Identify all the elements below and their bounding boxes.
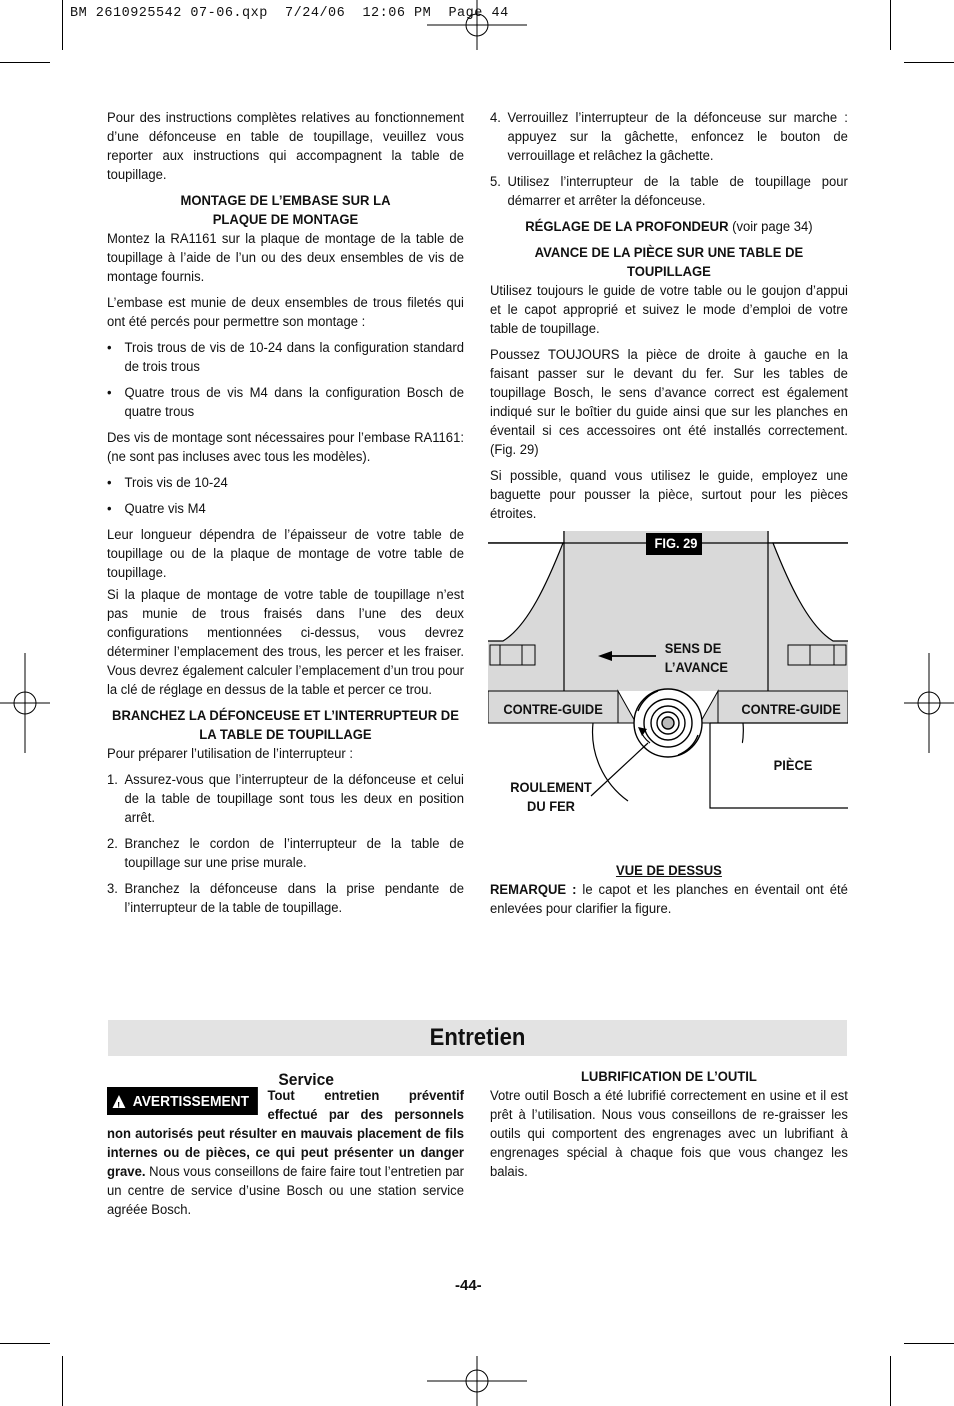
list-item: • Quatre trous de vis M4 dans la configuration Bosch de quatre trous (107, 385, 464, 420)
heading-connect-line1: BRANCHEZ LA DÉFONCEUSE ET L’INTERRUPTEUR DE (112, 708, 459, 724)
service-section (107, 1070, 464, 1227)
bearing-label: ROULEMENT DU FER (510, 779, 592, 814)
heading-embase-line2: PLAQUE DE MONTAGE (212, 212, 359, 228)
switch-steps-list (107, 771, 464, 918)
lubrication-section (490, 1068, 848, 1189)
left-column (107, 109, 464, 925)
fence-label-right: CONTRE-GUIDE (741, 701, 841, 717)
page-number: -44- (455, 1277, 482, 1294)
list-item: 5. Utilisez l’interrupteur de la table de toupillage pour démarrer et arrêter la défonceuse. (490, 174, 848, 209)
paragraph-length: Leur longueur dépendra de l’épaisseur de votre table de toupillage ou de la plaque de montage de votre table de toupillage. (107, 527, 464, 581)
list-item: 1. Assurez-vous que l’interrupteur de la défonceuse et celui de la table de toupillage sont tous les deux en position arrêt. (107, 772, 464, 826)
paragraph-guide: Utilisez toujours le guide de votre table ou le goujon d’appui et le capot approprié et suivez le mode d’emploi de votre table de toupillage. (490, 283, 848, 337)
paragraph-push-stick: Si possible, quand vous utilisez le guide, employez une baguette pour pousser la pièce, surtout pour les pièces étroites. (490, 468, 848, 522)
fig-label: FIG. 29 (654, 535, 698, 551)
screw-list (107, 474, 464, 519)
workpiece-label: PIÈCE (773, 757, 813, 773)
section-banner (108, 1020, 847, 1056)
switch-steps-list-continued (490, 109, 848, 211)
heading-feed-line1: AVANCE DE LA PIÈCE SUR UNE TABLE DE (534, 245, 804, 261)
warning-triangle-icon: ! (113, 1095, 126, 1108)
paragraph-threaded-holes: L’embase est munie de deux ensembles de trous filetés qui ont été percés pour permettre son montage : (107, 295, 464, 330)
figure-caption (490, 862, 848, 926)
list-item: 2. Branchez le cordon de l’interrupteur de la table de toupillage sur une prise murale. (107, 836, 464, 871)
lubrication-title: LUBRIFICATION DE L’OUTIL (580, 1069, 757, 1085)
heading-connect-line2: LA TABLE DE TOUPILLAGE (199, 727, 372, 743)
section-title: Entretien (429, 1024, 526, 1051)
paragraph-feed-direction: Poussez TOUJOURS la pièce de droite à gauche en la faisant passer sur le devant du fer. Sur les tables de toupillage Bosch, le sens d’avance correct est également indiqué sur le boîtier du guide ainsi que sur les planches en éventail si ces accessoires ont été installés correctement. (Fig. 29) (490, 347, 848, 458)
right-column (490, 109, 848, 531)
heading-feed-line2: TOUPILLAGE (626, 264, 711, 280)
list-item: • Trois trous de vis de 10-24 dans la configuration standard de trois trous (107, 340, 464, 375)
fence-label-left: CONTRE-GUIDE (503, 701, 603, 717)
lubrication-paragraph: Votre outil Bosch a été lubrifié correctement en usine et il est prêt à l’utilisation. Nous vous conseillons de re-graisser les outils qui comportent des engrenages avec un lubrifiant à engrenages spécial à chaque fois que vous changez les balais. (490, 1088, 848, 1180)
list-item: 4. Verrouillez l’interrupteur de la défonceuse sur marche : appuyez sur la gâchette, enfoncez le bouton de verrouillage et relâchez la gâchette. (490, 110, 848, 164)
print-slug: BM 2610925542 07-06.qxp 7/24/06 12:06 PM Page 44 (70, 6, 509, 21)
list-item: 3. Branchez la défonceuse dans la prise pendante de l’interrupteur de la table de toupillage. (107, 881, 464, 916)
warning-label: ! AVERTISSEMENT (107, 1087, 258, 1115)
fence-knob-left (490, 645, 535, 665)
paragraph-screws-needed: Des vis de montage sont nécessaires pour l’embase RA1161: (ne sont pas incluses avec tous les modèles). (107, 430, 464, 465)
list-item: • Quatre vis M4 (107, 501, 206, 517)
intro-paragraph: Pour des instructions complètes relatives au fonctionnement d’une défonceuse en table de toupillage, veuillez vous reporter aux instructions qui accompagnent la table de toupillage. (107, 110, 464, 183)
caption-note: REMARQUE : le capot et les planches en éventail ont été enlevées pour clarifier la figure. (490, 882, 848, 917)
paragraph-mount: Montez la RA1161 sur la plaque de montage de la table de toupillage à l’aide de l’un ou des deux ensembles de vis de montage fournis. (107, 231, 464, 285)
service-title: Service (278, 1070, 335, 1089)
fence-knob-right (788, 645, 846, 665)
paragraph-countersink: Si la plaque de montage de votre table de toupillage n’est pas munie de trous fraisés dans l’une des deux configurations mentionnées ci-dessus, vous devrez déterminer l’emplacement des trous, les percer et les fraiser. Vous devrez également calculer l’emplacement d’un trou pour la clé de réglage en dessus de la table et percer ce trou. (107, 587, 464, 698)
service-paragraph: ! AVERTISSEMENT Tout entretien préventif effectué par des personnels non autorisés peut résulter en mauvais placement de fils internes ou de pièces, ce qui peut présenter un danger grave. Nous vous conseillons de faire faire tout l’entretien par un centre de service d’usine Bosch ou une station service agréée Bosch. (107, 1088, 464, 1218)
feed-direction-label: SENS DE L’AVANCE (664, 640, 728, 675)
paragraph-prepare: Pour préparer l’utilisation de l’interrupteur : (107, 746, 353, 762)
hole-config-list (107, 339, 464, 422)
heading-embase-line1: MONTAGE DE L’EMBASE SUR LA (180, 193, 391, 209)
caption-title: VUE DE DESSUS (615, 863, 722, 879)
heading-depth: RÉGLAGE DE LA PROFONDEUR (voir page 34) (525, 219, 813, 235)
list-item: • Trois vis de 10-24 (107, 475, 228, 491)
